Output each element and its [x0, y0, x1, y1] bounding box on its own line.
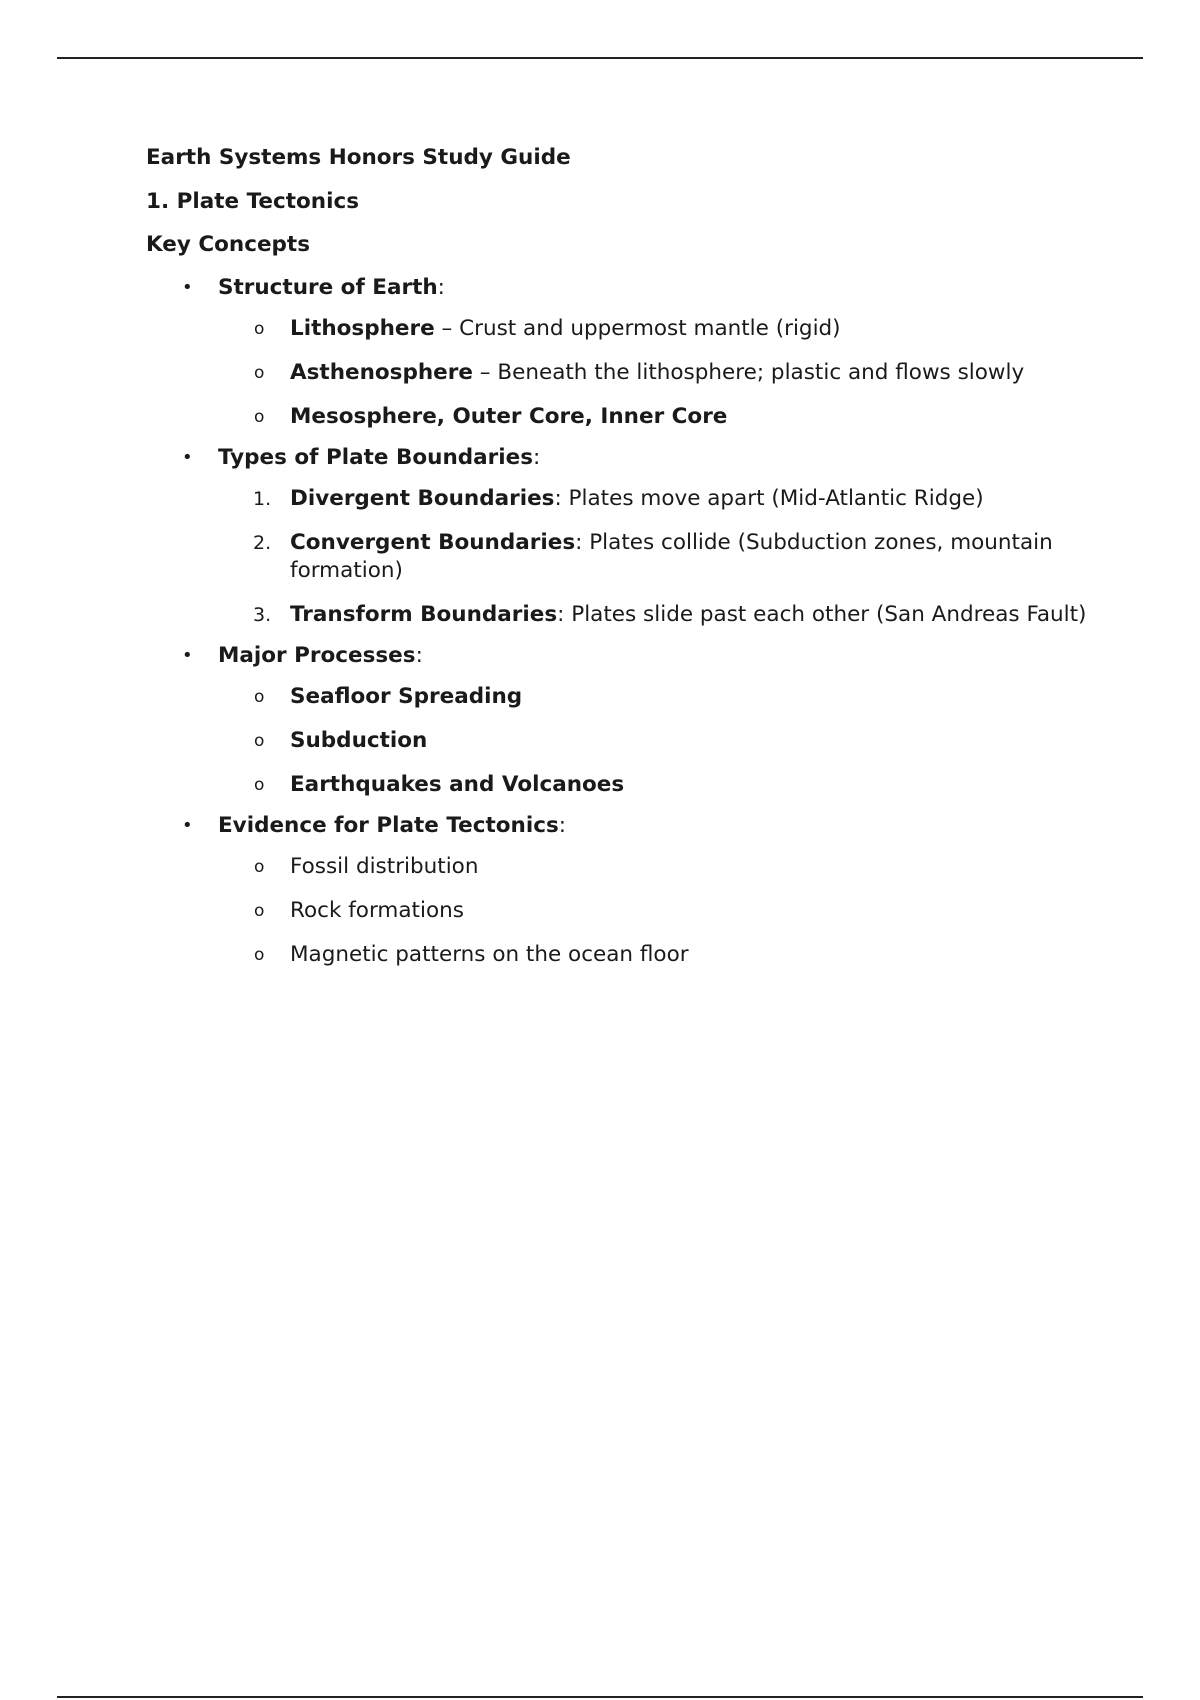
list-number: 2.	[253, 532, 272, 554]
bullet-icon: •	[182, 447, 193, 468]
list-item	[254, 941, 1106, 969]
document-body	[146, 144, 1106, 982]
list-item	[253, 529, 1106, 585]
circle-bullet-icon: o	[254, 775, 265, 795]
topic-suffix: :	[437, 275, 445, 300]
sub-list	[218, 485, 1106, 629]
topic-label: Evidence for Plate Tectonics	[218, 813, 559, 838]
sub-list	[218, 683, 1106, 799]
circle-bullet-icon: o	[254, 687, 265, 707]
header-rule	[57, 57, 1143, 59]
circle-bullet-icon: o	[254, 407, 265, 427]
item-term: Lithosphere	[290, 316, 435, 341]
document-title: Earth Systems Honors Study Guide	[146, 145, 571, 170]
item-text: : Plates move apart (Mid-Atlantic Ridge)	[554, 486, 984, 511]
item-term: Transform Boundaries	[290, 602, 558, 627]
item-term: Asthenosphere	[290, 360, 473, 385]
item-text: – Beneath the lithosphere; plastic and flows slowly	[472, 360, 1025, 385]
bullet-icon: •	[182, 645, 193, 666]
list-item	[254, 403, 1106, 431]
item-term: Seafloor Spreading	[290, 684, 523, 709]
item-term: Mesosphere, Outer Core, Inner Core	[290, 404, 728, 429]
circle-bullet-icon: o	[254, 857, 265, 877]
item-text: Rock formations	[290, 898, 464, 923]
item-term: Divergent Boundaries	[290, 486, 555, 511]
topic-list	[146, 274, 1106, 969]
list-item	[253, 485, 1106, 513]
item-text: Magnetic patterns on the ocean floor	[290, 942, 689, 967]
list-item	[254, 853, 1106, 881]
topic-suffix: :	[558, 813, 567, 838]
topic-label: Types of Plate Boundaries	[218, 445, 533, 470]
bullet-icon: •	[182, 277, 193, 298]
list-item	[254, 897, 1106, 925]
item-term: Subduction	[290, 728, 428, 753]
item-text: : Plates collide (Subduction zones, mountain formation)	[290, 530, 1053, 583]
list-item	[254, 359, 1106, 387]
sub-list	[218, 853, 1106, 969]
circle-bullet-icon: o	[254, 363, 265, 383]
topic-types-of-plate-boundaries	[146, 444, 1106, 629]
topic-label: Structure of Earth	[218, 275, 438, 300]
list-item	[254, 683, 1106, 711]
list-item	[254, 771, 1106, 799]
bullet-icon: •	[182, 815, 193, 836]
section-heading: 1. Plate Tectonics	[146, 189, 359, 214]
item-text: : Plates slide past each other (San Andreas Fault)	[557, 602, 1087, 627]
topic-evidence-for-plate-tectonics	[146, 812, 1106, 969]
topic-major-processes	[146, 642, 1106, 799]
circle-bullet-icon: o	[254, 901, 265, 921]
list-item	[254, 727, 1106, 755]
sub-list	[218, 315, 1106, 431]
item-term: Earthquakes and Volcanoes	[290, 772, 625, 797]
sub-heading: Key Concepts	[146, 232, 311, 257]
circle-bullet-icon: o	[254, 945, 265, 965]
topic-label: Major Processes	[218, 643, 416, 668]
circle-bullet-icon: o	[254, 731, 265, 751]
list-number: 1.	[253, 488, 272, 510]
footer-rule	[57, 1696, 1143, 1698]
list-number: 3.	[253, 604, 272, 626]
item-text: Fossil distribution	[290, 854, 479, 879]
circle-bullet-icon: o	[254, 319, 265, 339]
topic-structure-of-earth	[146, 274, 1106, 431]
list-item	[254, 315, 1106, 343]
topic-suffix: :	[533, 445, 541, 470]
list-item	[253, 601, 1106, 629]
topic-suffix: :	[415, 643, 423, 668]
item-term: Convergent Boundaries	[290, 530, 576, 555]
item-text: – Crust and uppermost mantle (rigid)	[434, 316, 841, 341]
